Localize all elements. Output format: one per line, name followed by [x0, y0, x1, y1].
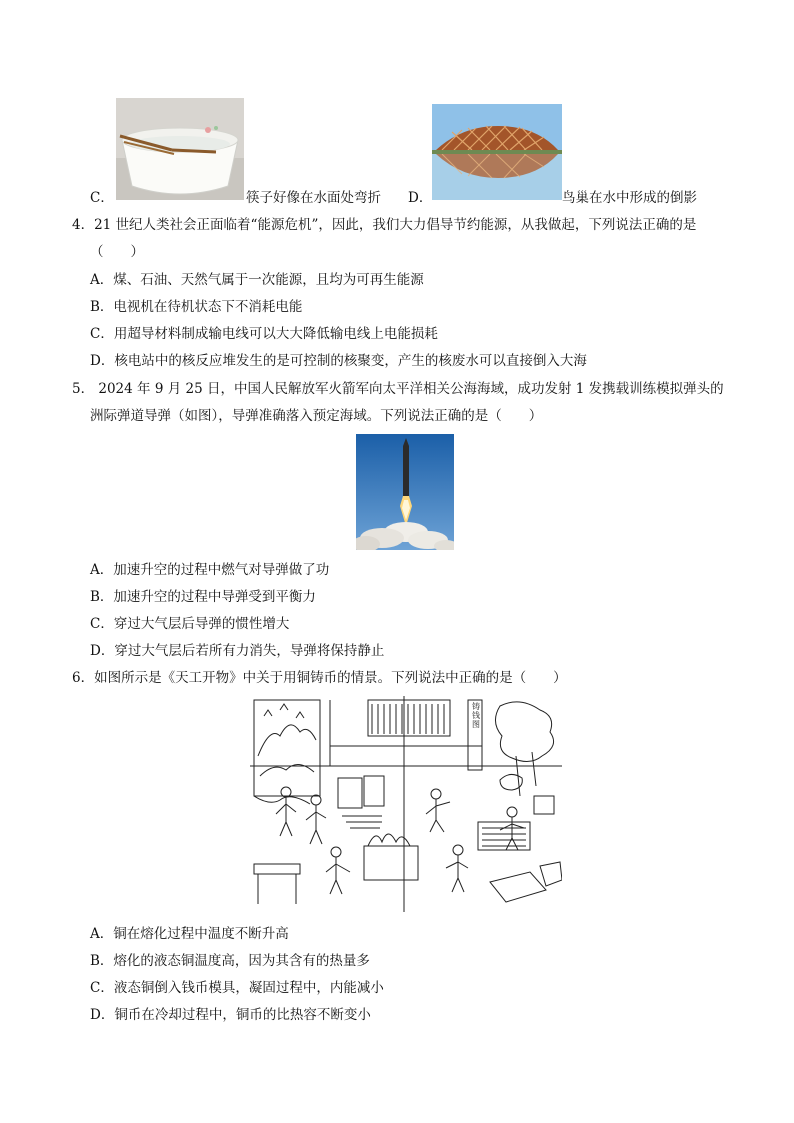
birds-nest-photo: [432, 104, 562, 200]
q4-option-c: C．用超导材料制成输电线可以大大降低输电线上电能损耗: [90, 326, 438, 342]
bowl-chopsticks-photo: [116, 98, 244, 200]
q6-option-b: B．熔化的液态铜温度高，因为其含有的热量多: [90, 953, 370, 969]
q5-stem-line1: 5． 2024 年 9 月 25 日，中国人民解放军火箭军向太平洋相关公海海域，成功发射 1 发携载训练模拟弹头的: [72, 381, 724, 397]
q5-option-d: D．穿过大气层后若所有力消失，导弹将保持静止: [90, 643, 385, 659]
q5-option-a: A．加速升空的过程中燃气对导弹做了功: [90, 562, 330, 578]
missile-launch-photo: [356, 434, 454, 550]
birds-nest-image: [432, 104, 562, 200]
q6-option-c: C．液态铜倒入钱币模具，凝固过程中，内能减小: [90, 980, 384, 996]
q6-stem: 6．如图所示是《天工开物》中关于用铜铸币的情景。下列说法中正确的是（ ）: [72, 670, 567, 686]
q3-option-d-label: D．: [408, 190, 433, 206]
q4-option-a: A．煤、石油、天然气属于一次能源，且均为可再生能源: [90, 272, 424, 288]
coin-casting-woodcut: [250, 696, 562, 912]
q3-option-d-text: 鸟巢在水中形成的倒影: [562, 190, 697, 206]
q6-option-a: A．铜在熔化过程中温度不断升高: [90, 926, 289, 942]
q4-stem: 4．21 世纪人类社会正面临着“能源危机”，因此，我们大力倡导节约能源，从我做起，下列说法正确的是: [72, 217, 697, 233]
q6-option-d: D．铜币在冷却过程中，铜币的比热容不断变小: [90, 1007, 371, 1023]
q3-option-c-label: C．: [90, 190, 114, 206]
q4-option-d: D．核电站中的核反应堆发生的是可控制的核聚变，产生的核废水可以直接倒入大海: [90, 353, 587, 369]
coin-casting-illustration: [250, 696, 562, 912]
illustration-caption: 铸钱图: [472, 702, 480, 729]
q5-option-c: C．穿过大气层后导弹的惯性增大: [90, 616, 290, 632]
bowl-chopsticks-image: [116, 98, 244, 200]
q5-stem-line2: 洲际弹道导弹（如图），导弹准确落入预定海域。下列说法正确的是（ ）: [90, 408, 543, 424]
q4-option-b: B．电视机在待机状态下不消耗电能: [90, 299, 303, 315]
q5-option-b: B．加速升空的过程中导弹受到平衡力: [90, 589, 316, 605]
q3-option-c-text: 筷子好像在水面处弯折: [246, 190, 381, 206]
q4-answer-bracket: （ ）: [90, 244, 144, 260]
missile-launch-image: [356, 434, 454, 550]
